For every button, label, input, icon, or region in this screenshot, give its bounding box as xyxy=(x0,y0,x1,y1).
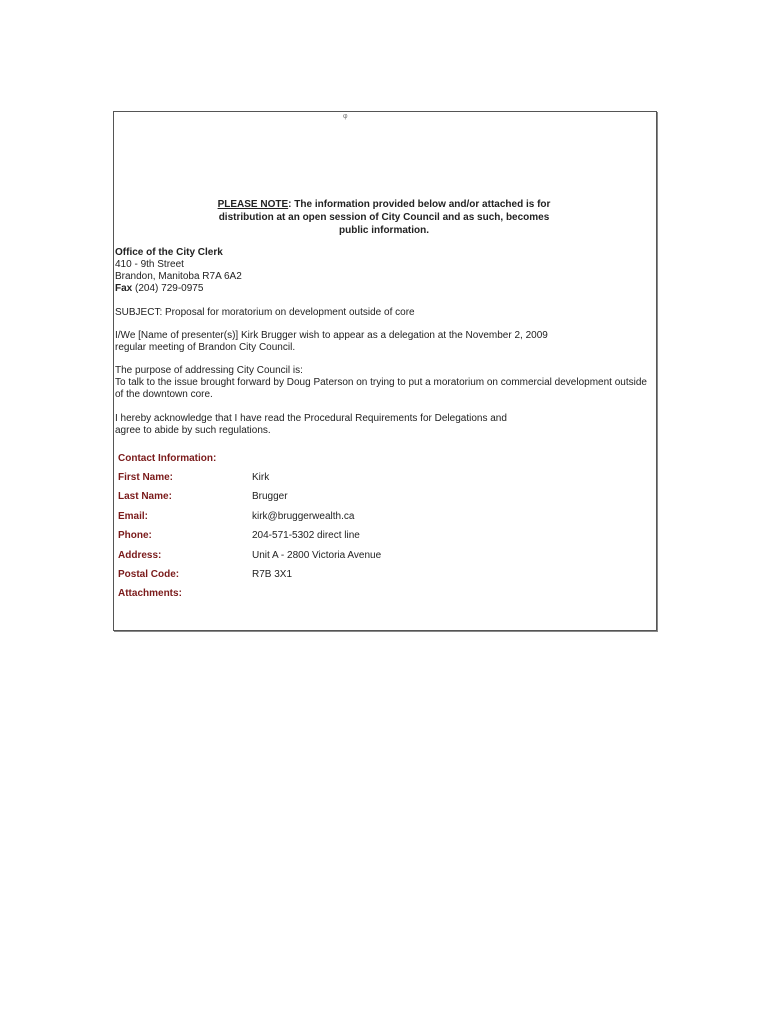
value-postal-code: R7B 3X1 xyxy=(252,569,293,580)
label-postal-code: Postal Code: xyxy=(118,569,180,580)
purpose-line2: of the downtown core. xyxy=(115,389,213,400)
presenter-line1: I/We [Name of presenter(s)] Kirk Brugger wish to appear as a delegation at the November 2, 2009 xyxy=(115,330,548,341)
office-city: Brandon, Manitoba R7A 6A2 xyxy=(115,271,242,282)
value-phone: 204-571-5302 direct line xyxy=(252,530,360,541)
contact-heading: Contact Information: xyxy=(118,453,217,464)
label-last-name: Last Name: xyxy=(118,491,172,502)
subject: SUBJECT: Proposal for moratorium on development outside of core xyxy=(115,307,415,318)
anchor-mark: φ xyxy=(343,113,348,120)
value-first-name: Kirk xyxy=(252,472,270,483)
acknowledge-line1: I hereby acknowledge that I have read the Procedural Requirements for Delegations and xyxy=(115,413,507,424)
purpose-heading: The purpose of addressing City Council is: xyxy=(115,365,303,376)
office-fax: Fax (204) 729-0975 xyxy=(115,283,204,294)
acknowledge-line2: agree to abide by such regulations. xyxy=(115,425,271,436)
office-title: Office of the City Clerk xyxy=(115,247,223,258)
purpose-line1: To talk to the issue brought forward by Doug Paterson on trying to put a moratorium on commercial development outside xyxy=(115,377,647,388)
public-notice: PLEASE NOTE: The information provided below and/or attached is for distribution at an open session of City Council and as such, becomes public information. xyxy=(217,199,551,236)
label-email: Email: xyxy=(118,511,149,522)
label-address: Address: xyxy=(118,550,162,561)
label-first-name: First Name: xyxy=(118,472,174,483)
label-attachments: Attachments: xyxy=(118,588,182,599)
value-address: Unit A - 2800 Victoria Avenue xyxy=(252,550,382,561)
office-street: 410 - 9th Street xyxy=(115,259,184,270)
notice-lead: PLEASE NOTE xyxy=(217,199,289,210)
presenter-line2: regular meeting of Brandon City Council. xyxy=(115,342,296,353)
value-email: kirk@bruggerwealth.ca xyxy=(252,511,355,522)
value-last-name: Brugger xyxy=(252,491,288,502)
label-phone: Phone: xyxy=(118,530,152,541)
